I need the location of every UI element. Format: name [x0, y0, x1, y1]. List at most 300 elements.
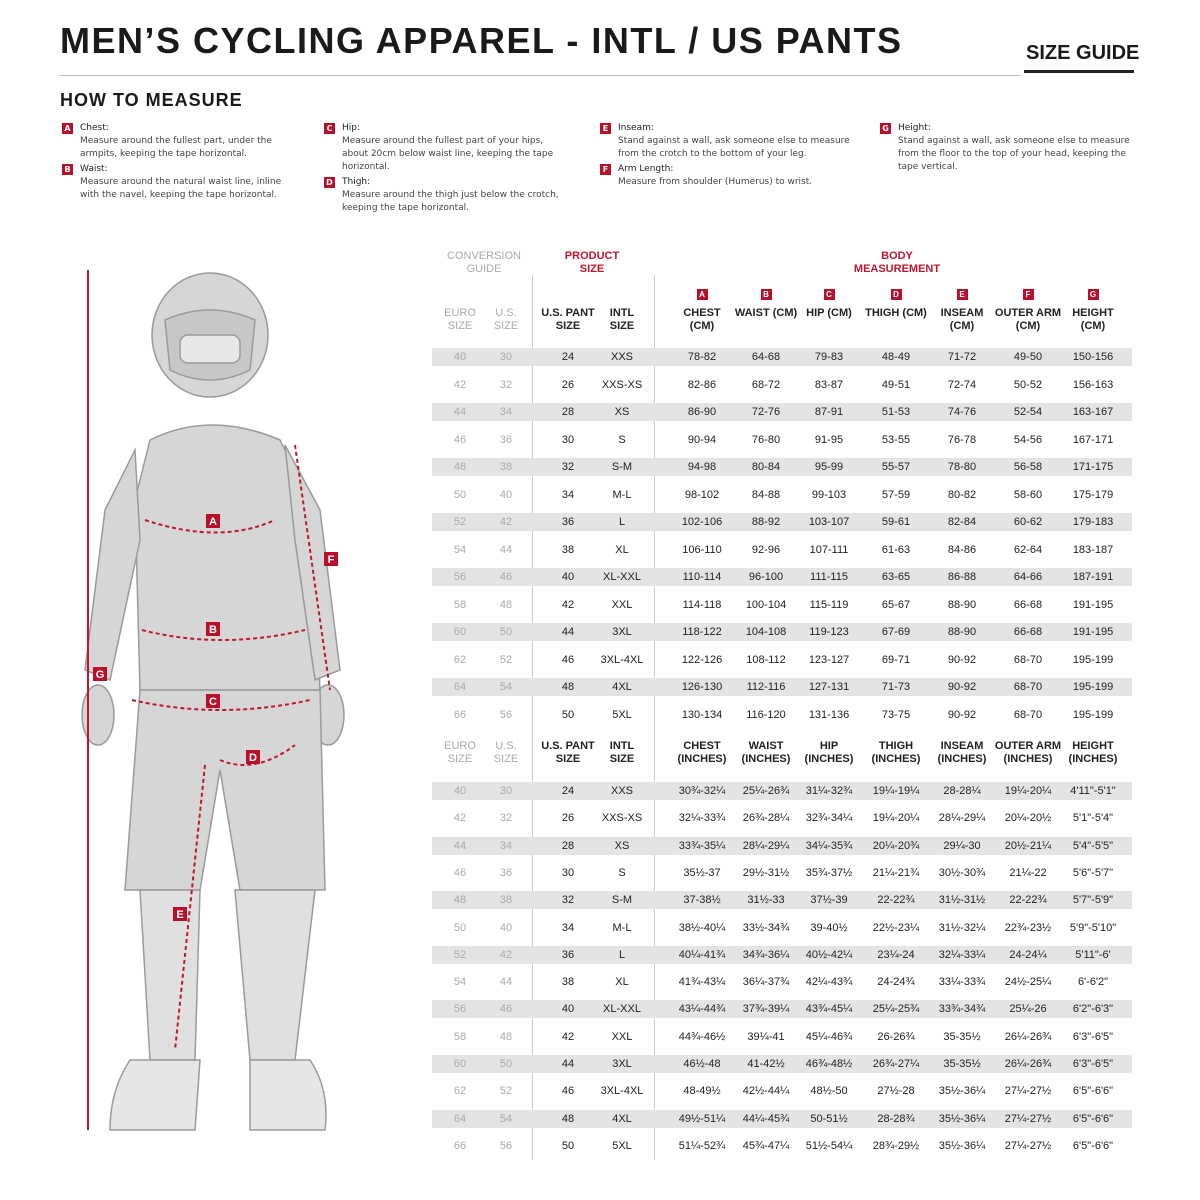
table-cell: 96-100: [748, 571, 784, 583]
table-cell: XXL: [611, 1030, 633, 1043]
column-header: EURO SIZE: [444, 307, 476, 332]
table-cell: 35-35½: [943, 1030, 981, 1043]
table-cell: 50: [453, 488, 467, 501]
table-cell: 34¾-36¼: [742, 948, 790, 961]
table-cell: 35½-36¼: [938, 1139, 986, 1152]
table-cell: 90-92: [947, 681, 977, 693]
figure-label-g: G: [95, 669, 105, 681]
column-header: U.S. PANT SIZE: [541, 740, 595, 765]
table-cell: 37¾-39¼: [742, 1003, 790, 1016]
table-cell: 4XL: [612, 1112, 632, 1125]
table-cell: 80-82: [947, 488, 977, 501]
table-cell: L: [618, 516, 626, 528]
table-cell: 45¼-46¾: [805, 1030, 853, 1043]
table-cell: XXS-XS: [601, 812, 643, 825]
column-header: EURO SIZE: [444, 740, 476, 765]
measure-column: [878, 122, 1138, 176]
table-cell: 38: [499, 461, 513, 473]
measure-badge: F: [600, 164, 611, 175]
table-cell: 30: [561, 433, 575, 446]
table-cell: 82-86: [687, 378, 717, 391]
table-cell: S-M: [611, 894, 633, 907]
table-cell: L: [618, 948, 626, 961]
table-cell: 26¾-28¼: [742, 812, 790, 825]
table-cell: 106-110: [682, 543, 722, 556]
size-guide-label: SIZE GUIDE: [1026, 42, 1140, 64]
table-cell: 108-112: [746, 653, 786, 666]
measure-name: Height:: [898, 123, 931, 133]
measure-name: Waist:: [80, 164, 108, 174]
table-cell: 78-82: [687, 351, 717, 363]
table-cell: 195-199: [1072, 708, 1114, 721]
table-cell: 111-115: [810, 571, 848, 583]
table-cell: 33½-34¾: [742, 921, 790, 934]
measure-item-e: [598, 122, 863, 161]
page-title: MEN’S CYCLING APPAREL - INTL / US PANTS: [60, 20, 903, 61]
column-header: THIGH (INCHES): [871, 740, 921, 765]
measure-item-a: [60, 122, 285, 161]
table-cell: 25¼-25¾: [872, 1003, 920, 1016]
table-cell: 35½-37: [683, 866, 721, 879]
table-cell: 22½-23¼: [872, 921, 920, 934]
table-cell: 179-183: [1072, 516, 1114, 528]
table-cell: 6'3"-6'5": [1072, 1030, 1114, 1043]
table-cell: 46: [453, 433, 467, 446]
table-cell: 30½-30¾: [938, 866, 986, 879]
column-letter-badge: [1020, 288, 1036, 301]
table-cell: 33¼-33¾: [938, 976, 986, 989]
table-cell: 44: [453, 839, 467, 852]
how-to-measure-heading: HOW TO MEASURE: [60, 90, 243, 110]
table-cell: 48: [561, 1112, 575, 1125]
table-cell: 50: [561, 708, 575, 721]
table-cell: 195-199: [1072, 681, 1114, 693]
measure-badge: G: [880, 123, 891, 134]
table-cell: 46: [499, 1003, 513, 1016]
table-cell: 116-120: [746, 708, 786, 721]
table-cell: 5'6"-5'7": [1072, 866, 1114, 879]
table-cell: 5XL: [612, 708, 632, 721]
table-cell: XL: [615, 543, 629, 556]
table-cell: XL-XXL: [603, 1003, 641, 1016]
table-cell: M-L: [612, 921, 632, 934]
table-cell: 88-90: [947, 626, 977, 638]
table-cell: 5'1"-5'4": [1072, 812, 1114, 825]
table-cell: 84-88: [751, 488, 781, 501]
table-cell: 51¼-52¾: [678, 1139, 726, 1152]
table-cell: 38: [499, 894, 513, 907]
measure-item-b: [60, 163, 285, 202]
table-cell: 32: [561, 461, 575, 473]
table-cell: 60: [453, 1058, 467, 1070]
column-header: CHEST (CM): [683, 307, 721, 332]
table-cell: 26¼-26¾: [1004, 1058, 1052, 1070]
letter-badge-g: G: [1088, 289, 1099, 300]
table-cell: 43¼-44¾: [678, 1003, 726, 1016]
table-cell: 103-107: [808, 516, 850, 528]
table-cell: 191-195: [1072, 598, 1114, 611]
table-cell: 3XL: [612, 1058, 632, 1070]
table-cell: 57-59: [881, 488, 911, 501]
table-cell: 130-134: [681, 708, 723, 721]
table-cell: 48: [499, 1030, 513, 1043]
table-cell: 48-49½: [683, 1085, 721, 1098]
table-cell: 3XL-4XL: [600, 653, 644, 666]
table-cell: 28: [561, 839, 575, 852]
product-size-heading: PRODUCT SIZE: [564, 250, 620, 275]
table-cell: 35¾-37½: [805, 866, 853, 879]
column-header: WAIST (INCHES): [741, 740, 791, 765]
table-cell: 78-80: [947, 461, 977, 473]
table-cell: 86-90: [687, 406, 717, 418]
measure-badge: B: [62, 164, 73, 175]
table-cell: 88-92: [751, 516, 781, 528]
table-cell: 40: [453, 785, 467, 797]
table-cell: 40: [561, 571, 575, 583]
table-cell: 123-127: [808, 653, 850, 666]
table-cell: 58-60: [1013, 488, 1043, 501]
table-cell: 40: [561, 1003, 575, 1016]
measure-text: Measure around the fullest part of your hips, about 20cm below waist line, keeping the tape horizontal.: [342, 136, 554, 172]
table-cell: 40¼-41¾: [678, 948, 726, 961]
table-cell: 46: [453, 866, 467, 879]
table-cell: 24½-25¼: [1004, 976, 1052, 989]
column-header: U.S. SIZE: [493, 740, 519, 765]
table-cell: 40½-42¼: [805, 948, 853, 961]
measure-column: [322, 122, 562, 217]
measure-name: Inseam:: [618, 123, 654, 133]
table-cell: 31½-33: [747, 894, 785, 907]
measure-text: Stand against a wall, ask someone else to measure from the floor to the top of your head, keeping the tape vertical.: [898, 136, 1130, 172]
table-cell: 48½-50: [810, 1085, 848, 1098]
measure-text: Measure around the fullest part, under the armpits, keeping the tape horizontal.: [80, 136, 272, 159]
table-cell: 48: [499, 598, 513, 611]
measure-text: Stand against a wall, ask someone else to measure from the crotch to the bottom of your leg.: [618, 136, 850, 159]
table-cell: XXL: [611, 598, 633, 611]
table-cell: 167-171: [1072, 433, 1114, 446]
table-cell: 42: [499, 948, 513, 961]
column-letter-badge: [888, 288, 904, 301]
table-cell: 66-68: [1013, 598, 1043, 611]
table-cell: 30: [561, 866, 575, 879]
measure-text: Measure around the natural waist line, inline with the navel, keeping the tape horizontal.: [80, 177, 282, 200]
table-cell: 24: [561, 351, 575, 363]
table-cell: 34: [561, 488, 575, 501]
table-cell: M-L: [612, 488, 632, 501]
table-cell: 36: [499, 433, 513, 446]
table-cell: XXS: [610, 351, 633, 363]
table-cell: 44: [561, 1058, 575, 1070]
table-cell: 92-96: [751, 543, 781, 556]
table-cell: 50: [453, 921, 467, 934]
measure-name: Thigh:: [342, 177, 371, 187]
measure-item-f: [598, 163, 863, 189]
figure-label-e: E: [176, 909, 184, 921]
table-cell: 114-118: [682, 598, 722, 611]
table-cell: 55-57: [881, 461, 911, 473]
table-cell: 24: [561, 785, 575, 797]
table-cell: 48: [453, 894, 467, 907]
table-cell: 91-95: [814, 433, 844, 446]
table-cell: 27¼-27½: [1004, 1139, 1052, 1152]
table-cell: 84-86: [947, 543, 977, 556]
table-cell: 43¾-45¼: [805, 1003, 853, 1016]
table-cell: 72-76: [751, 406, 781, 418]
column-header: OUTER ARM (CM): [994, 307, 1062, 332]
table-cell: 183-187: [1072, 543, 1114, 556]
letter-badge-a: A: [697, 289, 708, 300]
table-cell: 56-58: [1013, 461, 1043, 473]
table-cell: 6'5"-6'6": [1072, 1085, 1114, 1098]
letter-badge-f: F: [1023, 289, 1034, 300]
table-cell: 68-72: [751, 378, 781, 391]
conversion-guide-heading: CONVERSION GUIDE: [447, 250, 521, 275]
table-cell: 54: [499, 681, 513, 693]
table-cell: S: [618, 433, 626, 446]
table-cell: 52: [453, 516, 467, 528]
table-cell: 98-102: [684, 488, 720, 501]
table-cell: 88-90: [947, 598, 977, 611]
table-cell: 31¼-32¾: [805, 785, 853, 797]
column-letter-badge: [758, 288, 774, 301]
table-cell: 63-65: [881, 571, 911, 583]
table-cell: 21¼-21¾: [872, 866, 920, 879]
table-cell: 150-156: [1072, 351, 1114, 363]
column-header: THIGH (CM): [865, 307, 927, 319]
measure-item-g: [878, 122, 1138, 174]
table-cell: 28: [561, 406, 575, 418]
measure-column: [598, 122, 863, 191]
table-cell: 42½-44¼: [742, 1085, 790, 1098]
table-cell: 74-76: [947, 406, 977, 418]
table-cell: 39-40½: [810, 921, 848, 934]
table-cell: 115-119: [809, 598, 849, 611]
table-cell: 33¾-34¾: [938, 1003, 986, 1016]
figure-label-a: A: [209, 516, 217, 528]
table-cell: 99-103: [811, 488, 847, 501]
table-cell: 34: [499, 839, 513, 852]
measure-name: Hip:: [342, 123, 361, 133]
table-cell: 62-64: [1013, 543, 1043, 556]
table-cell: 48: [453, 461, 467, 473]
table-cell: 3XL-4XL: [600, 1085, 644, 1098]
table-cell: 51-53: [881, 406, 911, 418]
table-cell: 37½-39: [810, 894, 848, 907]
table-cell: 38½-40¼: [678, 921, 726, 934]
column-letter-badge: [954, 288, 970, 301]
table-cell: 5'9"-5'10": [1069, 921, 1117, 934]
table-cell: 87-91: [814, 406, 844, 418]
table-cell: 64: [453, 1112, 467, 1125]
table-cell: 20½-21¼: [1004, 839, 1052, 852]
table-cell: 22-22¾: [1009, 894, 1047, 907]
table-cell: 49½-51¼: [678, 1112, 726, 1125]
table-cell: 42: [453, 812, 467, 825]
figure-label-d: D: [249, 752, 257, 764]
table-cell: 50-52: [1013, 378, 1043, 391]
table-cell: 6'5"-6'6": [1072, 1112, 1114, 1125]
column-header: INSEAM (CM): [940, 307, 984, 332]
measure-text: Measure from shoulder (Humerus) to wrist.: [618, 177, 813, 187]
table-cell: 53-55: [881, 433, 911, 446]
table-cell: 42: [453, 378, 467, 391]
table-cell: 122-126: [681, 653, 723, 666]
column-letter-badge: [1085, 288, 1101, 301]
table-cell: 29¼-30: [943, 839, 981, 852]
table-cell: 4XL: [612, 681, 632, 693]
table-cell: 71-72: [947, 351, 977, 363]
table-cell: 31½-31½: [938, 894, 986, 907]
table-cell: XL: [615, 976, 629, 989]
table-cell: 26: [561, 378, 575, 391]
measure-column: [60, 122, 285, 204]
table-cell: 34: [499, 406, 513, 418]
table-cell: 40: [499, 488, 513, 501]
body-measurement-heading: BODY MEASUREMENT: [853, 250, 941, 275]
table-cell: 156-163: [1072, 378, 1114, 391]
table-cell: 26: [561, 812, 575, 825]
table-cell: 90-92: [947, 708, 977, 721]
table-cell: 5'7"-5'9": [1072, 894, 1114, 907]
table-cell: 19¼-20¼: [872, 812, 920, 825]
size-guide-underline: [1024, 70, 1134, 73]
table-cell: 21¼-22: [1009, 866, 1047, 879]
table-cell: 41¾-43¼: [678, 976, 726, 989]
table-cell: 52-54: [1013, 406, 1043, 418]
measure-name: Chest:: [80, 123, 109, 133]
table-cell: 104-108: [745, 626, 787, 638]
table-cell: 66-68: [1013, 626, 1043, 638]
table-cell: 60-62: [1013, 516, 1043, 528]
table-cell: 54: [453, 976, 467, 989]
table-cell: 119-123: [809, 626, 849, 638]
measure-item-c: [322, 122, 562, 174]
table-cell: 44¾-46½: [678, 1030, 726, 1043]
table-cell: 36¼-37¾: [742, 976, 790, 989]
table-cell: 26-26¾: [877, 1030, 915, 1043]
table-cell: 44: [499, 976, 513, 989]
table-cell: 51½-54¼: [805, 1139, 853, 1152]
table-cell: 5'11"-6': [1075, 948, 1111, 961]
table-cell: 44: [499, 543, 513, 556]
table-cell: 56: [499, 708, 513, 721]
table-cell: 187-191: [1072, 571, 1114, 583]
table-cell: 4'11"-5'1": [1070, 785, 1116, 797]
table-cell: 56: [499, 1139, 513, 1152]
table-cell: 39¼-41: [747, 1030, 785, 1043]
table-cell: 175-179: [1072, 488, 1114, 501]
table-cell: 59-61: [881, 516, 911, 528]
table-cell: 27¼-27½: [1004, 1085, 1052, 1098]
table-cell: 27½-28: [877, 1085, 915, 1098]
table-cell: 32: [499, 378, 513, 391]
column-header: OUTER ARM (INCHES): [994, 740, 1062, 765]
table-cell: 25¼-26: [1009, 1003, 1047, 1016]
table-cell: 28¼-29¼: [742, 839, 790, 852]
table-cell: 58: [453, 598, 467, 611]
table-cell: 46½-48: [683, 1058, 721, 1070]
table-cell: 195-199: [1072, 653, 1114, 666]
table-cell: 95-99: [814, 461, 844, 473]
table-cell: 35-35½: [943, 1058, 981, 1070]
table-cell: 34¼-35¾: [805, 839, 853, 852]
table-cell: 36: [561, 516, 575, 528]
table-cell: 30¾-32¼: [678, 785, 726, 797]
table-cell: 127-131: [808, 681, 850, 693]
header-divider: [60, 75, 1020, 76]
measure-badge: D: [324, 177, 335, 188]
table-cell: 44: [561, 626, 575, 638]
table-cell: 76-78: [947, 433, 977, 446]
table-cell: 71-73: [881, 681, 911, 693]
measure-text: Measure around the thigh just below the crotch, keeping the tape horizontal.: [342, 190, 559, 213]
shorts-shape: [125, 690, 325, 890]
table-cell: 48-49: [881, 351, 911, 363]
table-cell: 126-130: [681, 681, 723, 693]
column-letter-badge: [821, 288, 837, 301]
table-cell: 5XL: [612, 1139, 632, 1152]
table-cell: 42: [561, 1030, 575, 1043]
table-cell: 73-75: [881, 708, 911, 721]
column-letter-badge: [694, 288, 710, 301]
table-cell: 36: [561, 948, 575, 961]
table-cell: 68-70: [1013, 653, 1043, 666]
table-cell: 76-80: [751, 433, 781, 446]
table-cell: 26¾-27¼: [872, 1058, 920, 1070]
table-cell: 24-24¾: [877, 976, 915, 989]
measure-item-d: [322, 176, 562, 215]
table-cell: 24-24¼: [1009, 948, 1047, 961]
table-cell: 83-87: [814, 378, 844, 391]
table-cell: 100-104: [745, 598, 787, 611]
table-cell: 86-88: [947, 571, 977, 583]
table-cell: 27¼-27½: [1004, 1112, 1052, 1125]
table-cell: 107-111: [809, 543, 849, 556]
table-cell: 68-70: [1013, 708, 1043, 721]
table-cell: 72-74: [947, 378, 977, 391]
table-cell: 50: [499, 626, 513, 638]
table-cell: 23¼-24: [877, 948, 915, 961]
table-cell: 112-116: [746, 681, 786, 693]
table-cell: 64: [453, 681, 467, 693]
table-cell: 30: [499, 351, 513, 363]
letter-badge-d: D: [891, 289, 902, 300]
column-header: INTL SIZE: [609, 740, 635, 765]
column-header: INTL SIZE: [609, 307, 635, 332]
table-cell: 32: [561, 894, 575, 907]
table-cell: S: [618, 866, 626, 879]
measure-name: Arm Length:: [618, 164, 674, 174]
letter-badge-e: E: [957, 289, 968, 300]
table-cell: 30: [499, 785, 513, 797]
table-cell: 110-114: [682, 571, 722, 583]
table-cell: 52: [499, 1085, 513, 1098]
table-cell: 65-67: [881, 598, 911, 611]
table-cell: 49-51: [881, 378, 911, 391]
column-header: INSEAM (INCHES): [937, 740, 987, 765]
table-cell: 28-28¾: [877, 1112, 915, 1125]
table-cell: 102-106: [681, 516, 723, 528]
table-cell: 44: [453, 406, 467, 418]
letter-badge-b: B: [761, 289, 772, 300]
column-header: HIP (CM): [806, 307, 852, 319]
table-cell: 90-94: [687, 433, 717, 446]
table-cell: 44¼-45¾: [742, 1112, 790, 1125]
table-cell: 46: [561, 653, 575, 666]
column-header: WAIST (CM): [734, 307, 798, 319]
table-cell: 22¾-23½: [1004, 921, 1052, 934]
table-cell: 68-70: [1013, 681, 1043, 693]
